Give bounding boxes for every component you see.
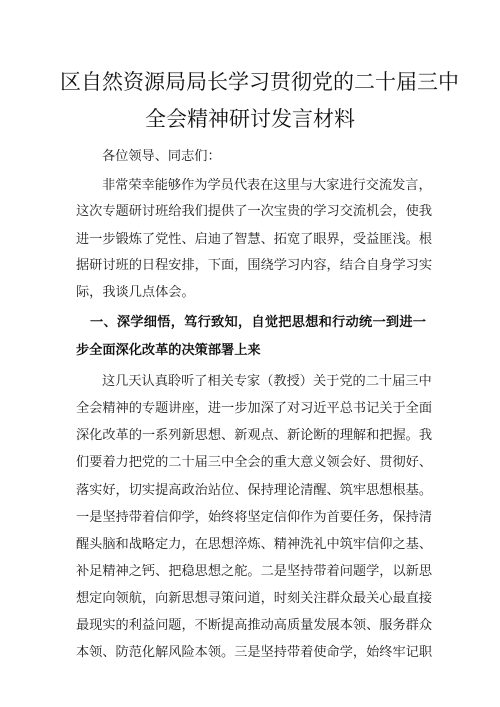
- paragraph2-line: 本领、防范化解风险本领。三是坚持带着使命学，始终牢记职: [76, 645, 433, 660]
- salutation: 各位领导、同志们：: [102, 149, 221, 164]
- paragraph2-line: 想定向领航，向新思想寻策问道，时刻关注群众最关心最直接: [76, 591, 433, 606]
- paragraph1-line: 这次专题研讨班给我们提供了一次宝贵的学习交流机会，使我: [76, 204, 433, 219]
- paragraph2-line: 一是坚持带着信仰学，始终将坚定信仰作为首要任务，保持清: [76, 510, 433, 525]
- section1-heading-line: 一、深学细悟，笃行致知，自觉把思想和行动统一到进一: [90, 315, 426, 330]
- paragraph2-line: 深化改革的一系列新思想、新观点、新论断的理解和把握。我: [76, 428, 433, 443]
- paragraph2-line: 落实好，切实提高政治站位、保持理论清醒、筑牢思想根基。: [76, 483, 433, 498]
- paragraph2-line: 们要着力把党的二十届三中全会的重大意义领会好、贯彻好、: [76, 455, 433, 470]
- document-title-line-1: 区自然资源局局长学习贯彻党的二十届三中: [60, 70, 459, 94]
- paragraph1-line: 非常荣幸能够作为学员代表在这里与大家进行交流发言，: [102, 178, 432, 193]
- paragraph1-line: 际，我谈几点体会。: [76, 285, 195, 300]
- paragraph1-line: 进一步锻炼了党性、启迪了智慧、拓宽了眼界，受益匪浅。根: [76, 232, 433, 247]
- paragraph2-line: 最现实的利益问题，不断提高推动高质量发展本领、服务群众: [76, 618, 433, 633]
- paragraph2-line: 全会精神的专题讲座，进一步加深了对习近平总书记关于全面: [76, 401, 433, 416]
- paragraph2-line: 补足精神之钙、把稳思想之舵。二是坚持带着问题学，以新思: [76, 564, 433, 579]
- paragraph2-line: 醒头脑和战略定力，在思想淬炼、精神洗礼中筑牢信仰之基、: [76, 537, 433, 552]
- paragraph1-line: 据研讨班的日程安排，下面，围绕学习内容，结合自身学习实: [76, 258, 433, 273]
- paragraph2-line: 这几天认真聆听了相关专家（教授）关于党的二十届三中: [102, 374, 432, 389]
- document-title-line-2: 全会精神研讨发言材料: [145, 107, 355, 131]
- section1-heading-line: 步全面深化改革的决策部署上来: [76, 343, 261, 358]
